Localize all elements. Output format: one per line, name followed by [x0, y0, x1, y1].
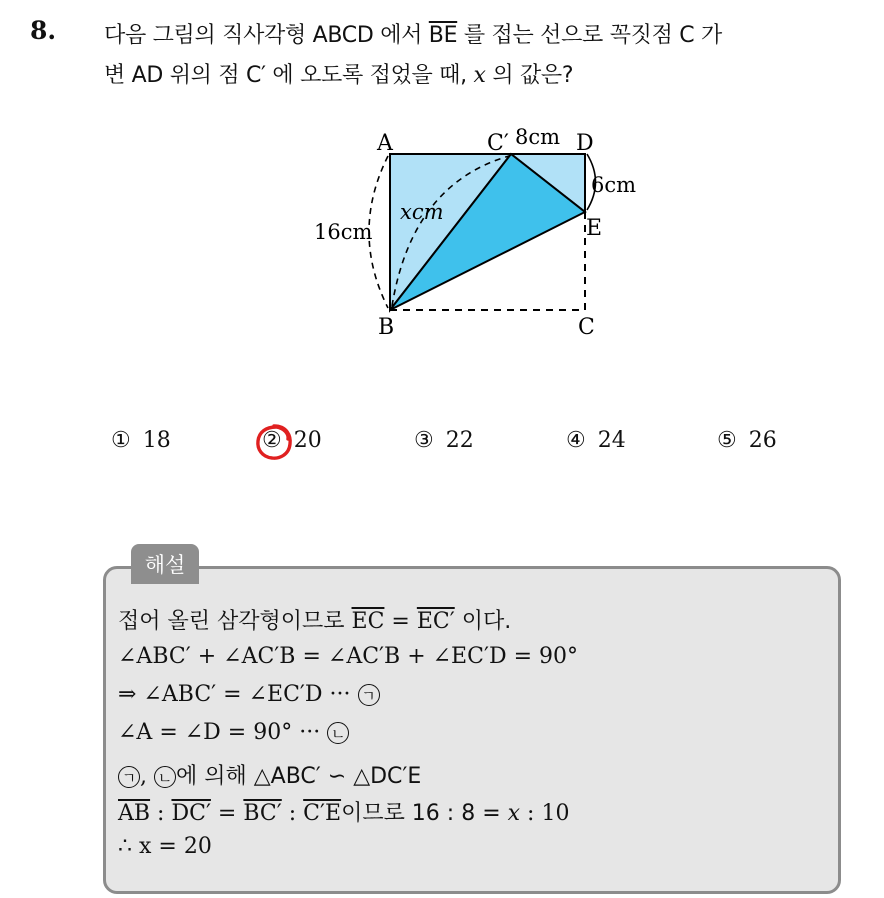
choice-value: 24 [597, 428, 626, 453]
solution-line-1 [118, 604, 511, 635]
label-b: B [378, 315, 395, 340]
choice-value: 22 [445, 428, 474, 453]
circled-nieun-icon: ㄴ [327, 722, 349, 744]
label-a: A [377, 131, 393, 156]
solution-line-5 [118, 759, 421, 790]
choice-mark: ② [262, 428, 282, 453]
choice-4[interactable] [566, 428, 626, 453]
question-text: 변 AD 위의 점 C′ 에 오도록 접었을 때, [104, 63, 474, 88]
dim-x-cm: xcm [400, 200, 444, 224]
rectangle-fold-diagram [300, 118, 670, 348]
answer-circle-icon [254, 422, 294, 462]
choice-mark: ③ [414, 428, 434, 453]
segment-ec: $\overline{EC}$ [351, 609, 385, 634]
answer-choices [0, 428, 884, 468]
segment-c-prime-e: C′E [303, 801, 342, 826]
segment-dc-prime: DC′ [171, 801, 211, 826]
equals-sign: = [384, 609, 417, 634]
segment-ab: $\overline{AB}$ [118, 801, 151, 826]
geometry-figure [300, 118, 670, 348]
question-text-line-2 [104, 58, 573, 89]
segment-ec-prime: EC′ [416, 609, 455, 634]
question-text: 다음 그림의 직사각형 ABCD 에서 [104, 23, 429, 48]
dim-left-16cm: 16cm [314, 220, 373, 244]
solution-text: ∠A = ∠D = 90° ··· [118, 720, 321, 745]
solution-line-6 [118, 796, 569, 827]
question-text: 의 값은? [485, 63, 574, 88]
equals-sign: = [210, 801, 244, 826]
choice-value: 18 [142, 428, 171, 453]
question-text-line-1 [104, 18, 722, 49]
solution-line-2: ∠ABC′ + ∠AC′B = ∠AC′B + ∠EC′D = 90° [118, 644, 578, 669]
solution-text: 에 의해 △ABC′ ∽ △DC′E [176, 764, 422, 789]
choice-1[interactable] [111, 428, 171, 453]
choice-value: 20 [293, 428, 322, 453]
colon: : [150, 801, 172, 826]
choice-3[interactable] [414, 428, 474, 453]
choice-5[interactable] [717, 428, 777, 453]
circled-nieun-icon: ㄴ [154, 766, 176, 788]
circled-giyeok-icon: ㄱ [118, 766, 140, 788]
solution-text: ⇒ ∠ABC′ = ∠EC′D ··· [118, 682, 351, 707]
solution-line-3 [118, 682, 380, 707]
label-d: D [576, 131, 594, 156]
dim-top-8cm: 8cm [515, 125, 561, 149]
colon: : [281, 801, 304, 826]
question-number: 8. [30, 16, 57, 45]
choice-2[interactable] [262, 428, 322, 453]
variable-x: x [507, 801, 521, 826]
choice-mark: ④ [566, 428, 586, 453]
circled-giyeok-icon: ㄱ [358, 684, 380, 706]
segment-bc-prime: BC′ [243, 801, 282, 826]
solution-text: 이다. [454, 609, 512, 634]
choice-value: 26 [748, 428, 777, 453]
question-text: 를 접는 선으로 꼭짓점 C 가 [457, 23, 722, 48]
label-c: C [578, 315, 595, 340]
choice-mark: ⑤ [717, 428, 737, 453]
solution-text: 접어 올린 삼각형이므로 [118, 609, 352, 634]
variable-x: x [473, 63, 486, 88]
solution-line-7: ∴ x = 20 [118, 834, 212, 859]
choice-mark: ① [111, 428, 131, 453]
solution-label: 해설 [131, 544, 199, 584]
dim-right-6cm: 6cm [591, 173, 637, 197]
solution-text: 이므로 16 : 8 = [341, 801, 508, 826]
label-e: E [586, 216, 603, 241]
label-c-prime: C′ [487, 131, 509, 156]
solution-line-4 [118, 720, 349, 745]
segment-be: $\overline{BE}$ [428, 23, 458, 48]
solution-text: : 10 [520, 801, 570, 826]
comma: , [140, 764, 147, 789]
